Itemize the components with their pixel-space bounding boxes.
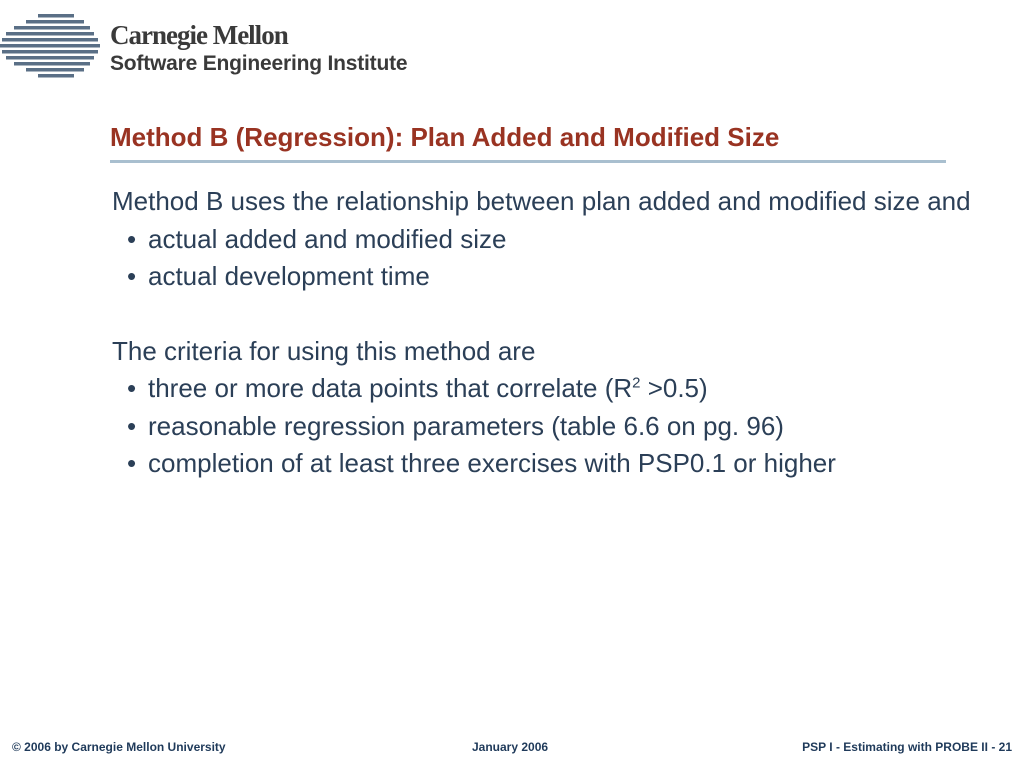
org-logo-text <box>110 20 407 76</box>
spacer <box>112 296 1012 333</box>
slide-body <box>112 183 1012 483</box>
method-paragraph <box>112 183 1012 296</box>
title-divider <box>110 160 946 163</box>
footer-page-info: PSP I - Estimating with PROBE II - 21 <box>802 740 1012 754</box>
bullet-item: • actual added and modified size <box>112 221 1012 259</box>
logo-icon <box>0 14 104 78</box>
bullet-item: • actual development time <box>112 258 1012 296</box>
bullet-text: three or more data points that correlate (R <box>148 373 633 403</box>
bullet-item: • reasonable regression parameters (table 6.6 on pg. 96) <box>112 408 1012 446</box>
method-bullets <box>112 221 1012 296</box>
criteria-text: The criteria for using this method are <box>112 335 536 366</box>
criteria-bullets <box>112 370 1012 483</box>
org-name: Carnegie Mellon <box>110 20 288 50</box>
footer-copyright: © 2006 by Carnegie Mellon University <box>12 740 226 754</box>
footer-date: January 2006 <box>472 740 549 754</box>
bullet-text-tail: >0.5) <box>640 373 708 403</box>
bullet-item <box>112 370 1012 408</box>
method-text: Method B uses the relationship between plan added and modified size and <box>112 186 971 216</box>
slide-title: Method B (Regression): Plan Added and Modified Size <box>110 122 780 152</box>
bullet-item: • completion of at least three exercises with PSP0.1 or higher <box>112 445 1012 483</box>
org-institute: Software Engineering Institute <box>110 52 408 75</box>
superscript: 2 <box>632 374 641 392</box>
criteria-paragraph <box>112 333 1012 483</box>
